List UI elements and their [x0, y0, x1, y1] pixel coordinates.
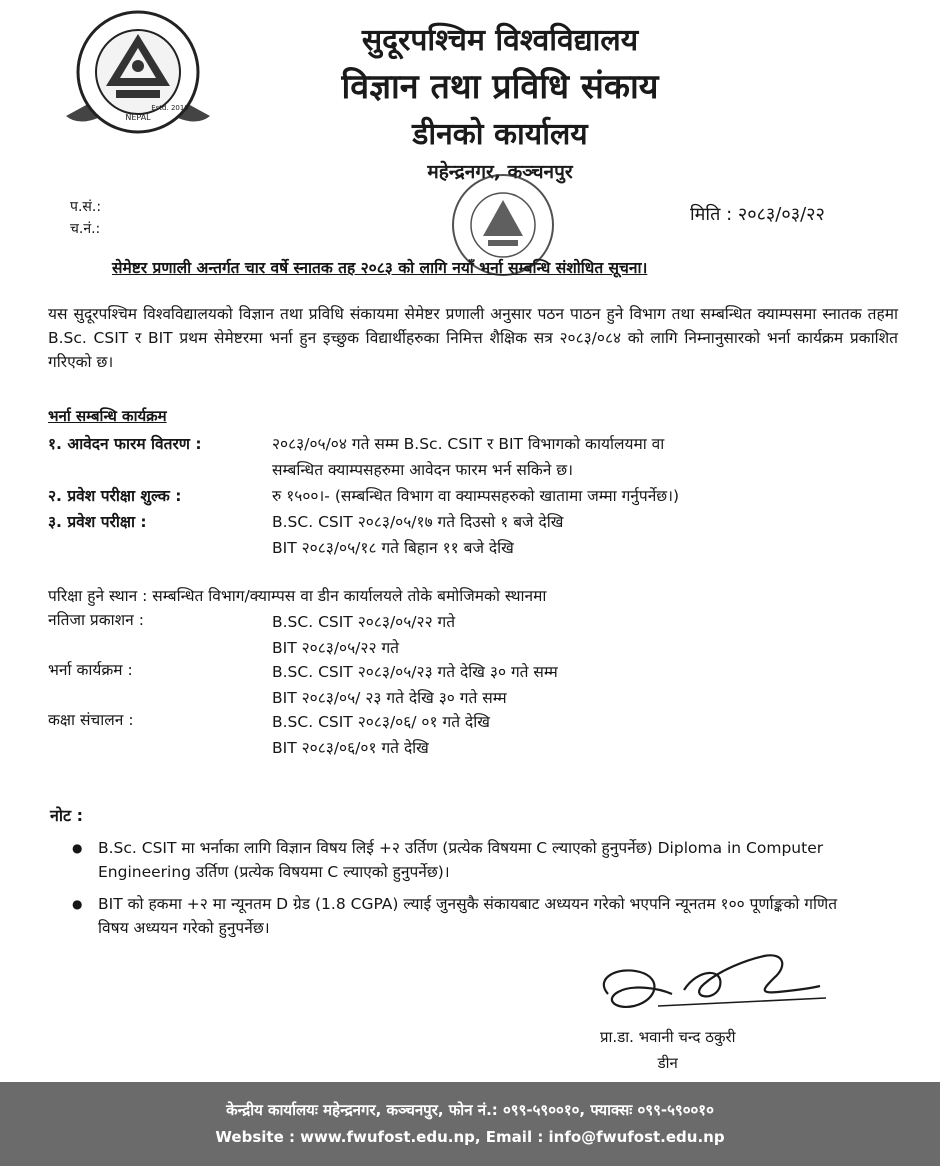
admission-label: भर्ना कार्यक्रम : — [48, 661, 133, 679]
signatory-name: प्रा.डा. भवानी चन्द ठकुरी — [600, 1028, 736, 1046]
faculty-name: विज्ञान तथा प्रविधि संकाय — [341, 67, 659, 107]
notice-introduction: यस सुदूरपश्चिम विश्वविद्यालयको विज्ञान तथा प्रविधि संकायमा सेमेष्टर प्रणाली अनुसार पठन पाठन हुने विभाग तथा सम्बन्धित क्याम्पसमा स्नातक तहमा B.Sc. CSIT र BIT प्रथम सेमेष्टरमा भर्ना हुन इच्छुक विद्यार्थीहरुका निमित्त शैक्षिक सत्र २०८३/०८४ को लागि निम्नानुसारको भर्ना कार्यक्रम प्रकाशित गरिएको छ। — [48, 305, 898, 371]
entrance-exam-label: ३. प्रवेश परीक्षा : — [48, 513, 147, 531]
result-bit: BIT २०८३/०५/२२ गते — [272, 639, 400, 657]
stamp-base — [488, 240, 518, 246]
notice-date: मिति : २०८३/०३/२२ — [690, 204, 825, 225]
result-label: नतिजा प्रकाशन : — [48, 611, 144, 629]
reference-block — [70, 196, 101, 240]
schedule-heading: भर्ना सम्बन्धि कार्यक्रम — [48, 407, 167, 425]
university-name: सुदूरपश्चिम विश्वविद्यालय — [361, 23, 639, 58]
logo-sun — [132, 60, 144, 72]
notes-heading: नोट : — [50, 806, 84, 825]
footer-contact-line: केन्द्रीय कार्यालयः महेन्द्रनगर, कञ्चनपुर, फोन नं.: ०९९-५९००१०, फ्याक्सः ०९९-५९००१० — [226, 1101, 714, 1119]
logo-base — [116, 90, 160, 98]
exam-fee-value: रु १५००।- (सम्बन्धित विभाग वा क्याम्पसहरुको खातामा जम्मा गर्नुपर्नेछ।) — [272, 487, 680, 505]
admission-csit: B.SC. CSIT २०८३/०५/२३ गते देखि ३० गते सम्म — [272, 663, 558, 681]
note-item: ● BIT को हकमा +२ मा न्यूनतम D ग्रेड (1.8 CGPA) ल्याई जुनसुकै संकायबाट अध्ययन गरेको भएपनि न्यूनतम १०० पूर्णाङ्कको गणित विषय अध्ययन गरेको हुनुपर्नेछ। — [72, 892, 872, 940]
signature-stroke — [684, 955, 820, 996]
admission-bit: BIT २०८३/०५/ २३ गते देखि ३० गते सम्म — [272, 689, 507, 707]
reference-number: प.सं.: — [70, 199, 102, 215]
class-start-label: कक्षा संचालन : — [48, 711, 134, 729]
class-start-bit: BIT २०८३/०६/०१ गते देखि — [272, 739, 429, 757]
form-distribution-line1: २०८३/०५/०४ गते सम्म B.Sc. CSIT र BIT विभागको कार्यालयमा वा — [272, 435, 665, 453]
notice-subject: सेमेष्टर प्रणाली अन्तर्गत चार वर्षे स्नातक तह २०८३ को लागि नयाँ भर्ना सम्बन्धि संशोधित सूचना। — [112, 259, 648, 277]
notes-list — [72, 836, 872, 948]
office-location: महेन्द्रनगर, कञ्चनपुर — [427, 161, 573, 183]
form-distribution-line2: सम्बन्धित क्याम्पसहरुमा आवेदन फारम भर्न सकिने छ। — [272, 461, 574, 479]
logo-place-text: NEPAL — [125, 113, 151, 122]
dean-signature — [588, 948, 828, 1024]
dispatch-number: च.नं.: — [70, 221, 101, 237]
signature-underline — [658, 998, 826, 1006]
footer-web-line: Website : www.fwufost.edu.np, Email : info@fwufost.edu.np — [215, 1128, 725, 1146]
logo-est-text: Estd. 2010 — [151, 104, 189, 112]
entrance-exam-csit: B.SC. CSIT २०८३/०५/१७ गते दिउसो १ बजे देखि — [272, 513, 564, 531]
signatory-block — [600, 1024, 736, 1076]
exam-fee-label: २. प्रवेश परीक्षा शुल्क : — [48, 487, 182, 505]
entrance-exam-bit: BIT २०८३/०५/१८ गते बिहान ११ बजे देखि — [272, 539, 514, 557]
form-distribution-label: १. आवेदन फारम वितरण : — [48, 435, 202, 453]
university-logo — [58, 6, 218, 142]
result-csit: B.SC. CSIT २०८३/०५/२२ गते — [272, 613, 456, 631]
note-item: ● B.Sc. CSIT मा भर्नाका लागि विज्ञान विषय लिई +२ उर्तिण (प्रत्येक विषयमा C ल्याएको हुनुपर्नेछ) Diploma in Computer Engineering उर्तिण (प्रत्येक विषयमा C ल्याएको हुनुपर्नेछ)। — [72, 836, 872, 884]
signatory-title: डीन — [657, 1054, 678, 1072]
stamp-emblem — [483, 200, 523, 236]
class-start-csit: B.SC. CSIT २०८३/०६/ ०१ गते देखि — [272, 713, 490, 731]
footer-bar — [0, 1082, 940, 1166]
exam-venue: परिक्षा हुने स्थान : सम्बन्धित विभाग/क्याम्पस वा डीन कार्यालयले तोके बमोजिमको स्थानमा — [48, 587, 547, 605]
signature-stroke — [604, 970, 672, 1006]
office-name: डीनको कार्यालय — [412, 117, 588, 152]
